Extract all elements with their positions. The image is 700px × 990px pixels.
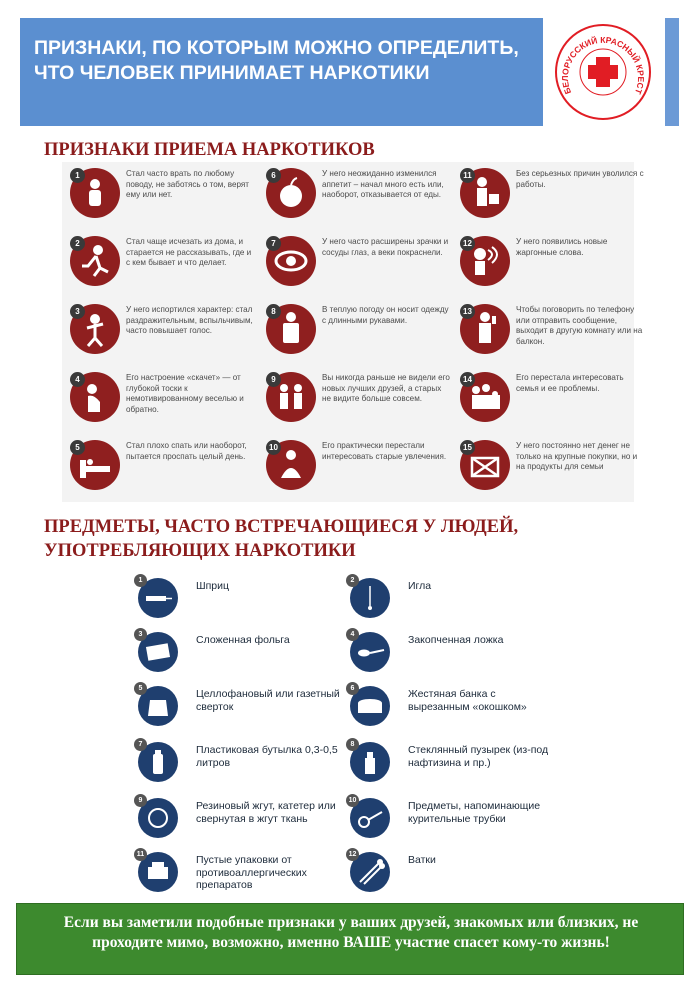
item-text: Пластиковая бутылка 0,3-0,5 литров bbox=[196, 744, 338, 769]
item-number: 8 bbox=[346, 738, 359, 751]
item-number: 11 bbox=[134, 848, 147, 861]
sign-number: 5 bbox=[70, 440, 85, 455]
sign-text: Стал плохо спать или наоборот, пытается проспать целый день. bbox=[126, 441, 247, 461]
sign-number: 3 bbox=[70, 304, 85, 319]
sign-text: Его перестала интересовать семья и ее проблемы. bbox=[516, 373, 624, 393]
sad-person-icon bbox=[70, 372, 120, 422]
item-entry bbox=[350, 574, 550, 622]
item-entry bbox=[350, 848, 550, 896]
item-text: Жестяная банка с вырезанным «окошком» bbox=[408, 688, 527, 713]
item-text: Предметы, напоминающие курительные трубки bbox=[408, 800, 541, 825]
item-entry bbox=[350, 794, 550, 842]
side-strip bbox=[665, 18, 679, 126]
person-running-icon bbox=[70, 236, 120, 286]
sign-item bbox=[456, 234, 646, 294]
item-text: Пустые упаковки от противоаллергических препаратов bbox=[196, 854, 307, 891]
item-text: Сложенная фольга bbox=[196, 634, 290, 646]
sign-text: Его практически перестали интересовать старые увлечения. bbox=[322, 441, 447, 461]
sign-text: У него постоянно нет денег не только на крупные покупки, но и на продукты для семьи bbox=[516, 441, 638, 472]
friends-icon bbox=[266, 372, 316, 422]
item-entry bbox=[138, 574, 338, 622]
item-number: 6 bbox=[346, 682, 359, 695]
sign-number: 1 bbox=[70, 168, 85, 183]
sign-text: У него появились новые жаргонные слова. bbox=[516, 237, 608, 257]
sign-number: 2 bbox=[70, 236, 85, 251]
sign-text: Чтобы поговорить по телефону или отправить сообщение, выходит в другую комнату или на балкон. bbox=[516, 305, 643, 346]
sign-item bbox=[262, 370, 452, 430]
item-number: 10 bbox=[346, 794, 359, 807]
phone-icon bbox=[460, 304, 510, 354]
item-number: 5 bbox=[134, 682, 147, 695]
page-title: ПРИЗНАКИ, ПО КОТОРЫМ МОЖНО ОПРЕДЕЛИТЬ, ЧТО ЧЕЛОВЕК ПРИНИМАЕТ НАРКОТИКИ bbox=[34, 37, 519, 84]
item-number: 1 bbox=[134, 574, 147, 587]
no-money-icon bbox=[460, 440, 510, 490]
sign-item bbox=[66, 234, 256, 294]
sign-text: Вы никогда раньше не видели его новых лучших друзей, а старых не видите больше совсем. bbox=[322, 373, 450, 404]
sign-text: У него испортился характер: стал раздражительным, вспыльчивым, часто повышает голос. bbox=[126, 305, 253, 336]
sign-number: 15 bbox=[460, 440, 475, 455]
sign-number: 12 bbox=[460, 236, 475, 251]
item-number: 3 bbox=[134, 628, 147, 641]
item-text: Закопченная ложка bbox=[408, 634, 504, 646]
sign-number: 9 bbox=[266, 372, 281, 387]
sign-text: Стал часто врать по любому поводу, не заботясь о том, верят ему или нет. bbox=[126, 169, 250, 200]
sign-text: Стал чаще исчезать из дома, и старается не рассказывать, где и с кем бывает и что делает. bbox=[126, 237, 252, 268]
item-number: 9 bbox=[134, 794, 147, 807]
item-number: 2 bbox=[346, 574, 359, 587]
sign-text: У него часто расширены зрачки и сосуды глаз, а веки покраснели. bbox=[322, 237, 449, 257]
footer-banner bbox=[16, 903, 684, 975]
speech-icon bbox=[460, 236, 510, 286]
sign-number: 14 bbox=[460, 372, 475, 387]
item-text: Стеклянный пузырек (из-под нафтизина и пр.) bbox=[408, 744, 549, 769]
quit-job-icon bbox=[460, 168, 510, 218]
item-entry bbox=[138, 848, 338, 896]
sign-item bbox=[66, 302, 256, 362]
red-cross-logo bbox=[553, 22, 653, 122]
signs-panel bbox=[62, 162, 644, 502]
sign-item bbox=[262, 438, 452, 498]
sign-item bbox=[456, 166, 646, 226]
item-entry bbox=[350, 738, 550, 786]
person-lying-icon bbox=[70, 168, 120, 218]
sign-item bbox=[456, 302, 646, 362]
item-number: 7 bbox=[134, 738, 147, 751]
item-entry bbox=[138, 738, 338, 786]
long-sleeves-icon bbox=[266, 304, 316, 354]
logo-text: БЕЛОРУССКИЙ КРАСНЫЙ КРЕСТ bbox=[559, 34, 647, 96]
items-grid bbox=[138, 572, 558, 897]
item-text: Ватки bbox=[408, 854, 436, 866]
item-text: Целлофановый или газетный сверток bbox=[196, 688, 340, 713]
item-entry bbox=[138, 682, 338, 730]
apple-icon bbox=[266, 168, 316, 218]
sign-number: 13 bbox=[460, 304, 475, 319]
sign-number: 4 bbox=[70, 372, 85, 387]
sign-item bbox=[262, 166, 452, 226]
item-entry bbox=[138, 794, 338, 842]
sign-item bbox=[66, 438, 256, 498]
bed-icon bbox=[70, 440, 120, 490]
hobbies-icon bbox=[266, 440, 316, 490]
sign-number: 8 bbox=[266, 304, 281, 319]
signs-section-title: ПРИЗНАКИ ПРИЕМА НАРКОТИКОВ bbox=[44, 140, 375, 160]
item-entry bbox=[350, 682, 550, 730]
sign-item bbox=[456, 370, 646, 430]
sign-number: 6 bbox=[266, 168, 281, 183]
item-text: Резиновый жгут, катетер или свернутая в жгут ткань bbox=[196, 800, 336, 825]
header-banner bbox=[20, 18, 543, 126]
family-icon bbox=[460, 372, 510, 422]
sign-number: 11 bbox=[460, 168, 475, 183]
eye-icon bbox=[266, 236, 316, 286]
sign-number: 7 bbox=[266, 236, 281, 251]
items-section-title: ПРЕДМЕТЫ, ЧАСТО ВСТРЕЧАЮЩИЕСЯ У ЛЮДЕЙ, УПОТРЕБЛЯЮЩИХ НАРКОТИКИ bbox=[44, 517, 519, 561]
angry-person-icon bbox=[70, 304, 120, 354]
item-number: 4 bbox=[346, 628, 359, 641]
item-entry bbox=[350, 628, 550, 676]
item-entry bbox=[138, 628, 338, 676]
sign-text: Его настроение «скачет» — от глубокой тоски к немотивированному веселью и обратно. bbox=[126, 373, 244, 414]
sign-item bbox=[66, 370, 256, 430]
sign-item bbox=[456, 438, 646, 498]
sign-text: У него неожиданно изменился аппетит – начал много есть или, наоборот, отказывается от еды. bbox=[322, 169, 444, 200]
item-text: Игла bbox=[408, 580, 432, 592]
sign-text: Без серьезных причин уволился с работы. bbox=[516, 169, 644, 189]
sign-item bbox=[66, 166, 256, 226]
sign-text: В теплую погоду он носит одежду с длинными рукавами. bbox=[322, 305, 449, 325]
item-number: 12 bbox=[346, 848, 359, 861]
sign-number: 10 bbox=[266, 440, 281, 455]
sign-item bbox=[262, 302, 452, 362]
footer-message: Если вы заметили подобные признаки у ваших друзей, знакомых или близких, не проходите мимо, возможно, именно ВАШЕ участие спасет кому-то жизнь! bbox=[63, 914, 639, 951]
item-text: Шприц bbox=[196, 580, 230, 592]
sign-item bbox=[262, 234, 452, 294]
